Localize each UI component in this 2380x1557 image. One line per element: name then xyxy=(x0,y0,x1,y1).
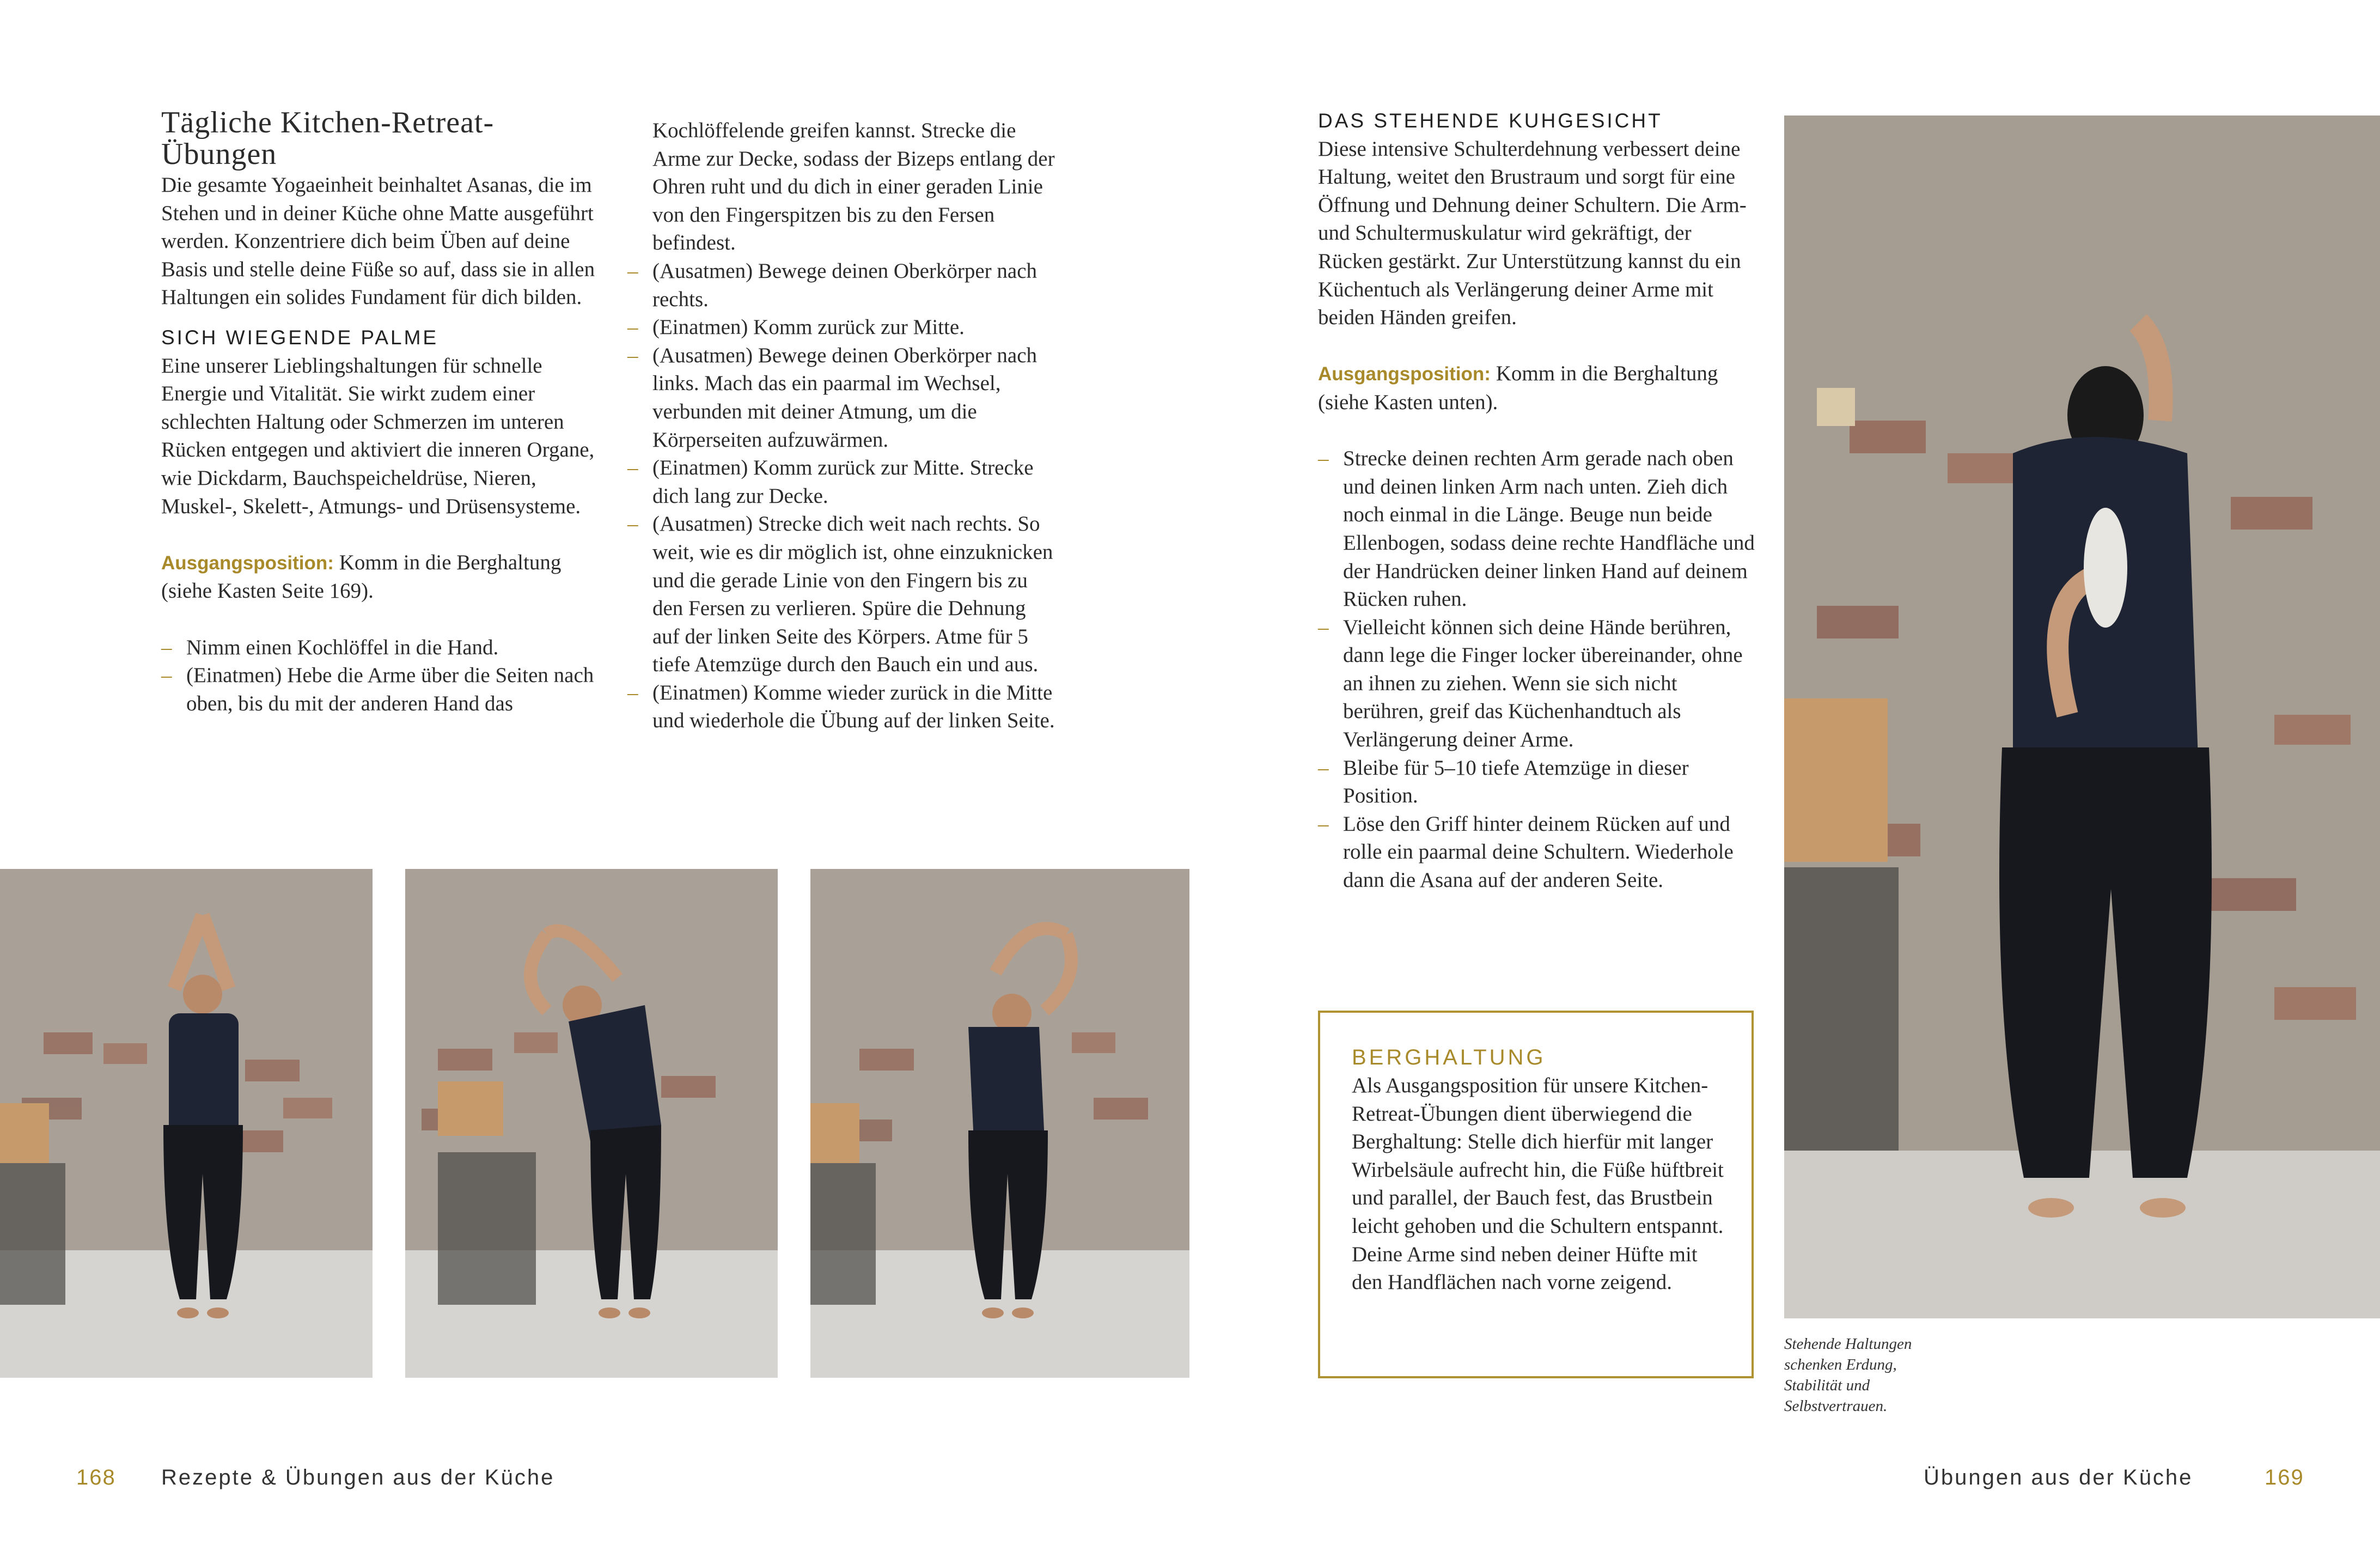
start-text: Komm in die Berghaltung (siehe Kasten unten). xyxy=(1318,362,1718,414)
intro-text: Die gesamte Yogaeinheit beinhaltet Asanas, die im Stehen und in deiner Küche ohne Matte ausgeführt werden. Konzentriere dich beim Üben auf deine Basis und stelle deine Füße so auf, dass sie in allen Haltungen ein solides Fundament für dich bilden. xyxy=(161,173,595,309)
continuation-text: Kochlöffelende greifen kannst. Strecke die Arme zur Decke, sodass der Bizeps entlang der Ohren ruht und du dich in einer geraden Linie von den Fingerspitzen bis zu den Fersen befindest. xyxy=(652,119,1055,255)
steps-list-col2 xyxy=(627,257,1058,735)
start-label: Ausgangsposition: xyxy=(161,552,334,574)
running-title-right: Übungen aus der Küche xyxy=(1924,1465,2193,1489)
start-position-right xyxy=(1318,360,1759,416)
list-item: – (Ausatmen) Strecke dich weit nach rechts. So weit, wie es dir möglich ist, ohne einzuknicken und die gerade Linie von den Fingern bis zu den Fersen zu verlieren. Spüre die Dehnung auf der linken Seite des Körpers. Atme für 5 tiefe Atemzüge durch den Bauch ein und aus. xyxy=(627,510,1058,679)
list-item: – Bleibe für 5–10 tiefe Atemzüge in dieser Position. xyxy=(1318,754,1759,810)
running-title-left: Rezepte & Übungen aus der Küche xyxy=(161,1465,555,1489)
list-item: – (Einatmen) Komm zurück zur Mitte. Strecke dich lang zur Decke. xyxy=(627,454,1058,510)
box-title: BERGHALTUNG xyxy=(1352,1045,1546,1069)
list-item: – (Einatmen) Komm zurück zur Mitte. xyxy=(627,313,1058,342)
steps-list-col1 xyxy=(161,634,597,718)
right-column xyxy=(1318,107,1759,895)
list-item: – (Ausatmen) Bewege deinen Oberkörper nach links. Mach das ein paarmal im Wechsel, verbunden mit deiner Atmung, um die Körperseiten aufzuwärmen. xyxy=(627,342,1058,454)
start-label: Ausgangsposition: xyxy=(1318,363,1491,385)
photo-lean-right xyxy=(405,869,778,1378)
page-number-right: 169 xyxy=(2265,1465,2304,1489)
page-title: Tägliche Kitchen-Retreat-Übungen xyxy=(161,106,495,171)
section-text-kuhgesicht: Diese intensive Schulterdehnung verbessert deine Haltung, weitet den Brustraum und sorgt für eine Öffnung und Dehnung deiner Schultern. Die Arm- und Schultermuskulatur wird gekräftigt, der Rücken gestärkt. Zur Unterstützung kannst du ein Küchentuch als Verlängerung deiner Arme mit beiden Händen greifen. xyxy=(1318,137,1747,330)
list-item: – (Ausatmen) Bewege deinen Oberkörper nach rechts. xyxy=(627,257,1058,313)
photo-arms-up xyxy=(0,869,373,1378)
photo-caption: Stehende Haltungen schenken Erdung, Stabilität und Selbstvertrauen. xyxy=(1784,1335,1912,1415)
berghaltung-box xyxy=(1318,1011,1754,1378)
left-column-1 xyxy=(161,107,597,717)
list-item: – Nimm einen Kochlöffel in die Hand. xyxy=(161,634,597,662)
section-text-palme: Eine unserer Lieblingshaltungen für schnelle Energie und Vitalität. Sie wirkt zudem einer schlechten Haltung oder Schmerzen im unteren Rücken entgegen und aktiviert die inneren Organe, wie Dickdarm, Bauchspeicheldrüse, Nieren, Muskel-, Skelett-, Atmungs- und Drüsensysteme. xyxy=(161,354,595,518)
start-text: Komm in die Berghaltung (siehe Kasten Seite 169). xyxy=(161,550,562,603)
section-title-palme: SICH WIEGENDE PALME xyxy=(161,326,439,349)
list-item: – Strecke deinen rechten Arm gerade nach oben und deinen linken Arm nach unten. Zieh dich noch einmal in die Länge. Beuge nun beide Ellenbogen, sodass deine rechte Handfläche und der Handrücken deiner linken Hand auf deinem Rücken ruhen. xyxy=(1318,445,1759,613)
list-item: – (Einatmen) Komme wieder zurück in die Mitte und wiederhole die Übung auf der linken Seite. xyxy=(627,679,1058,735)
photo-lean-left xyxy=(810,869,1189,1378)
box-text: Als Ausgangsposition für unsere Kitchen-Retreat-Übungen dient überwiegend die Berghaltung: Stelle dich hierfür mit langer Wirbelsäule aufrecht hin, die Füße hüftbreit und parallel, der Bauch fest, das Brustbein leicht gehoben und die Schultern entspannt. Deine Arme sind neben deiner Hüfte mit den Handflächen nach vorne zeigend. xyxy=(1352,1074,1724,1294)
section-title-kuhgesicht: DAS STEHENDE KUHGESICHT xyxy=(1318,110,1663,132)
page-number-left: 168 xyxy=(76,1465,116,1489)
list-item: – Löse den Griff hinter deinem Rücken auf und rolle ein paarmal deine Schultern. Wiederhole dann die Asana auf der anderen Seite. xyxy=(1318,810,1759,895)
list-item: – Vielleicht können sich deine Hände berühren, dann lege die Finger locker übereinander, ohne an ihnen zu ziehen. Wenn sie sich nicht berühren, greif das Küchenhandtuch als Verlängerung deiner Arme. xyxy=(1318,613,1759,754)
start-position-left xyxy=(161,549,597,605)
photo-cow-face xyxy=(1784,115,2380,1318)
left-column-2 xyxy=(627,117,1058,735)
steps-list-right xyxy=(1318,445,1759,895)
list-item: – (Einatmen) Hebe die Arme über die Seiten nach oben, bis du mit der anderen Hand das xyxy=(161,661,597,717)
